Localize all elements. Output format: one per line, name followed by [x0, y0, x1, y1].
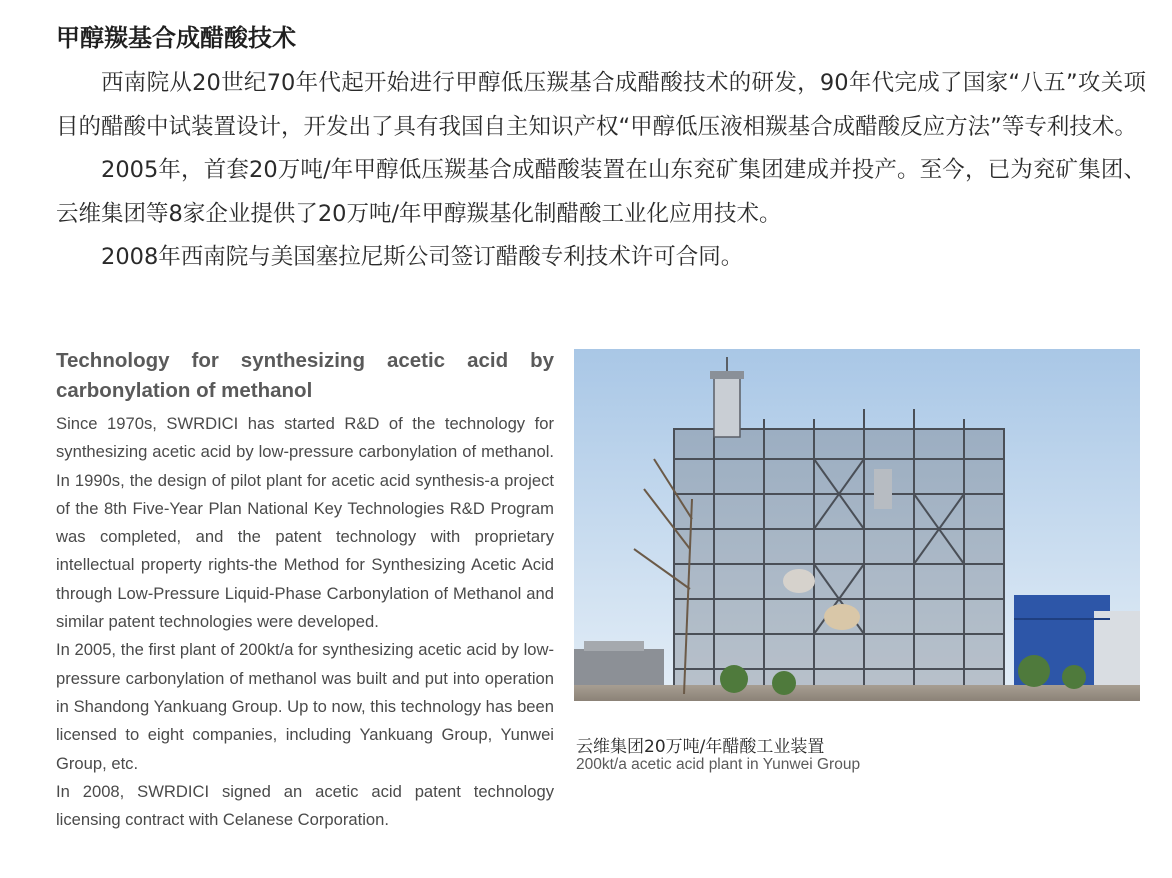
paragraph-cn-1: 西南院从20世纪70年代起开始进行甲醇低压羰基合成醋酸技术的研发，90年代完成了国家“八五”攻关项目的醋酸中试装置设计，开发出了具有我国自主知识产权“甲醇低压液相羰基合成醋酸反应方法”等专利技术。 [56, 70, 1146, 140]
paragraph-en-3: In 2008, SWRDICI signed an acetic acid patent technology licensing contract with Celanese Corporation. [56, 781, 554, 830]
paragraph-en-2: In 2005, the first plant of 200kt/a for synthesizing acetic acid by low-pressure carbonylation of methanol was built and put into operation in Shandong Yankuang Group. Up to now, this technology has been licensed to eight companies, including Yankuang Group, Yunwei Group, etc. [56, 640, 554, 773]
body-text-cn [56, 62, 1146, 280]
paragraph-cn-2: 2005年，首套20万吨/年甲醇低压羰基合成醋酸装置在山东兖矿集团建成并投产。至今，已为兖矿集团、云维集团等8家企业提供了20万吨/年甲醇羰基化制醋酸工业化应用技术。 [56, 157, 1146, 227]
figure-caption-cn: 云维集团20万吨/年醋酸工业装置 [576, 737, 825, 757]
figure-caption-en: 200kt/a acetic acid plant in Yunwei Group [576, 756, 861, 773]
paragraph-cn-3: 2008年西南院与美国塞拉尼斯公司签订醋酸专利技术许可合同。 [101, 244, 744, 270]
paragraph-en-1: Since 1970s, SWRDICI has started R&D of the technology for synthesizing acetic acid by low-pressure carbonylation of methanol. In 1990s, the design of pilot plant for acetic acid synthesis-a project of the 8th Five-Year Plan National Key Technologies R&D Program was completed, and the patent technology with proprietary intellectual property rights-the Method for Synthesizing Acetic Acid through Low-Pressure Liquid-Phase Carbonylation of Methanol and similar patent technologies were developed. [56, 414, 554, 632]
plant-photo [574, 349, 1140, 701]
body-text-en [56, 410, 554, 834]
english-column [56, 346, 554, 834]
section-title-en: Technology for synthesizing acetic acid by carbonylation of methanol [56, 349, 554, 402]
section-title-cn: 甲醇羰基合成醋酸技术 [56, 24, 296, 52]
